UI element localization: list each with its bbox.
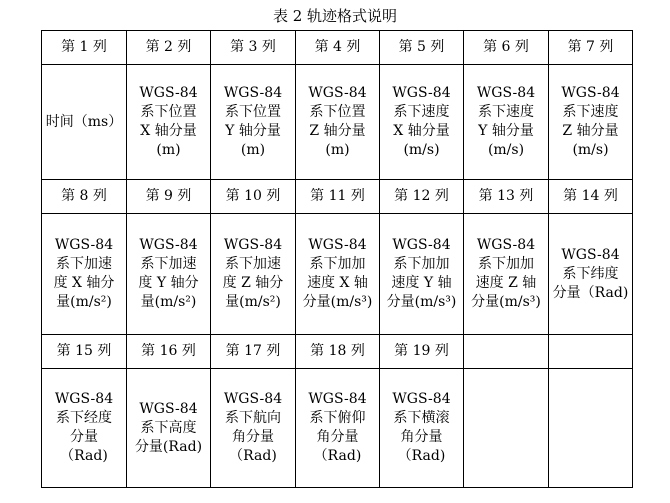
description-line: WGS-84 <box>223 85 283 101</box>
column-number-cell: 第 2 列 <box>127 31 211 65</box>
description-line: WGS-84 <box>561 246 620 263</box>
description-cell <box>549 65 633 180</box>
column-number-cell: 第 14 列 <box>549 180 633 214</box>
column-number-cell <box>549 335 633 369</box>
description-line: 系下加加 <box>478 256 534 272</box>
description-line: 角分量 <box>232 429 274 445</box>
description-cell <box>380 214 464 335</box>
description-cell <box>296 369 380 488</box>
description-line: WGS-84 <box>392 85 451 101</box>
description-line: WGS-84 <box>54 391 114 407</box>
description-line: 角分量 <box>316 429 359 445</box>
column-number-cell: 第 13 列 <box>464 180 549 214</box>
description-line: 分量 <box>70 429 98 445</box>
description-cell <box>127 65 211 180</box>
column-number-cell: 第 17 列 <box>211 335 296 369</box>
trajectory-format-table <box>41 30 633 488</box>
description-line: WGS-84 <box>139 400 198 417</box>
description-line: （Rad) <box>229 448 277 464</box>
description-cell <box>464 369 549 488</box>
description-line: 系下经度 <box>56 410 112 426</box>
description-cell <box>211 369 296 488</box>
column-number-cell: 第 10 列 <box>211 180 296 214</box>
description-line: 系下速度 <box>393 104 450 120</box>
description-cell <box>380 65 464 180</box>
column-number-cell: 第 3 列 <box>211 31 296 65</box>
description-line: WGS-84 <box>392 237 451 253</box>
column-number-cell: 第 12 列 <box>380 180 464 214</box>
description-line: 系下位置 <box>140 104 197 120</box>
description-line: (m) <box>240 142 266 158</box>
column-number-cell: 第 16 列 <box>127 335 211 369</box>
column-number-cell: 第 7 列 <box>549 31 633 65</box>
column-number-cell <box>464 335 549 369</box>
header-row <box>42 31 633 65</box>
description-cell <box>127 369 211 488</box>
description-line: WGS-84 <box>308 237 367 253</box>
description-cell <box>42 214 127 335</box>
description-line: WGS-84 <box>308 85 367 101</box>
description-line: 系下加加 <box>309 256 366 272</box>
description-line: 时间（ms） <box>45 113 123 130</box>
description-line: 系下位置 <box>225 104 281 120</box>
content-row <box>42 369 633 488</box>
content-row <box>42 65 633 180</box>
description-cell <box>42 65 127 180</box>
description-line: WGS-84 <box>476 237 536 253</box>
description-line: Z 轴分量 <box>562 123 619 139</box>
header-row <box>42 180 633 214</box>
column-number-cell: 第 4 列 <box>296 31 380 65</box>
description-line: 系下速度 <box>562 104 619 120</box>
column-number-cell: 第 1 列 <box>42 31 127 65</box>
description-cell <box>211 214 296 335</box>
column-number-cell: 第 6 列 <box>464 31 549 65</box>
description-line: 系下航向 <box>225 410 281 426</box>
description-line: 分量(m/s³) <box>471 294 541 310</box>
description-line: 角分量 <box>400 429 443 445</box>
description-line: 速度 Z 轴 <box>475 275 537 291</box>
column-number-cell: 第 11 列 <box>296 180 380 214</box>
description-cell <box>296 214 380 335</box>
description-line: 系下加加 <box>393 256 450 272</box>
description-line: 分量(m/s³) <box>386 294 457 310</box>
description-line: WGS-84 <box>54 237 114 253</box>
description-line: 速度 Y 轴 <box>391 275 452 291</box>
description-cell <box>549 369 633 488</box>
description-line: Y 轴分量 <box>225 123 281 139</box>
description-line: 度 Y 轴分 <box>138 275 199 291</box>
column-number-cell: 第 15 列 <box>42 335 127 369</box>
table-caption: 表 2 轨迹格式说明 <box>272 7 398 25</box>
description-line: 系下加速 <box>225 256 281 272</box>
description-line: WGS-84 <box>223 237 283 253</box>
description-line: WGS-84 <box>139 237 198 253</box>
description-line: WGS-84 <box>223 391 283 407</box>
description-line: 分量(Rad) <box>134 438 203 455</box>
description-line: 分量(m/s³) <box>302 294 373 310</box>
description-line: 系下俯仰 <box>309 410 366 426</box>
description-line: X 轴分量 <box>393 123 450 139</box>
description-line: 量(m/s²) <box>140 294 197 310</box>
description-line: 速度 X 轴 <box>307 275 368 291</box>
description-line: WGS-84 <box>308 391 367 407</box>
description-cell <box>127 214 211 335</box>
description-line: 系下纬度 <box>562 265 619 282</box>
description-cell <box>42 369 127 488</box>
description-cell <box>464 214 549 335</box>
column-number-cell: 第 5 列 <box>380 31 464 65</box>
description-line: 量(m/s²) <box>225 294 281 310</box>
description-line: (m/s) <box>487 142 525 158</box>
description-cell <box>380 369 464 488</box>
description-line: (m) <box>325 142 350 158</box>
description-line: (m) <box>156 142 181 158</box>
column-number-cell: 第 8 列 <box>42 180 127 214</box>
description-line: 系下高度 <box>140 419 197 436</box>
description-line: Y 轴分量 <box>478 123 534 139</box>
description-line: （Rad) <box>313 448 362 464</box>
description-line: 系下加速 <box>140 256 197 272</box>
description-cell <box>549 214 633 335</box>
content-row <box>42 214 633 335</box>
description-line: （Rad) <box>397 448 446 464</box>
description-line: 分量（Rad) <box>552 284 629 301</box>
description-line: 量(m/s²) <box>56 294 112 310</box>
description-line: （Rad) <box>60 448 108 464</box>
description-line: 系下速度 <box>478 104 534 120</box>
description-line: 系下横滚 <box>393 410 450 426</box>
header-row <box>42 335 633 369</box>
description-line: WGS-84 <box>392 391 451 407</box>
column-number-cell: 第 18 列 <box>296 335 380 369</box>
column-number-cell: 第 9 列 <box>127 180 211 214</box>
description-cell <box>211 65 296 180</box>
description-line: 度 Z 轴分 <box>222 275 284 291</box>
description-line: X 轴分量 <box>140 123 197 139</box>
description-cell <box>296 65 380 180</box>
description-line: 度 X 轴分 <box>53 275 115 291</box>
description-cell <box>464 65 549 180</box>
description-line: WGS-84 <box>139 85 198 101</box>
description-line: Z 轴分量 <box>309 123 366 139</box>
description-line: 系下位置 <box>309 104 366 120</box>
description-line: 系下加速 <box>56 256 112 272</box>
description-line: (m/s) <box>403 142 440 158</box>
description-line: (m/s) <box>572 142 609 158</box>
column-number-cell: 第 19 列 <box>380 335 464 369</box>
description-line: WGS-84 <box>561 85 620 101</box>
description-line: WGS-84 <box>476 85 536 101</box>
